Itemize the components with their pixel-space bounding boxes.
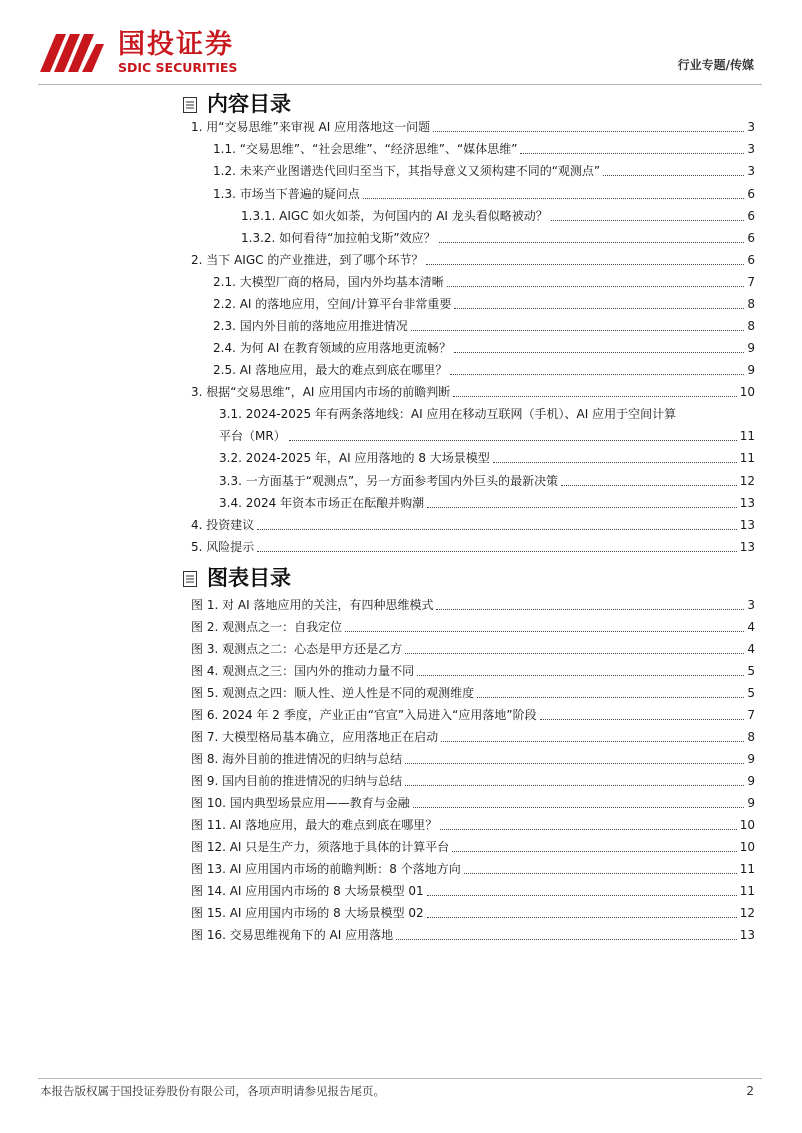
- toc-entry-text: 3.4. 2024 年资本市场正在酝酿并购潮: [219, 496, 425, 510]
- figure-entry-text: 图 4. 观测点之三：国内外的推动力量不同: [191, 664, 415, 678]
- dot-leader: [427, 895, 737, 896]
- dot-leader: [427, 507, 737, 508]
- toc-entry[interactable]: [213, 162, 755, 180]
- figure-entry-page: 4: [747, 620, 755, 634]
- toc-entry[interactable]: [191, 516, 755, 534]
- toc-entry[interactable]: [213, 361, 755, 379]
- dot-leader: [450, 374, 744, 375]
- figure-entry-page: 7: [747, 708, 755, 722]
- toc-entry[interactable]: [219, 405, 755, 445]
- toc-entry-text: 4. 投资建议: [191, 518, 255, 532]
- toc-entry-text: 2.5. AI 落地应用，最大的难点到底在哪里？: [213, 363, 448, 377]
- toc-entry-page: 13: [739, 540, 755, 554]
- dot-leader: [454, 308, 744, 309]
- toc-entry-page: 9: [747, 363, 755, 377]
- logo-english-name: SDIC SECURITIES: [118, 60, 238, 75]
- figure-entry[interactable]: [191, 618, 755, 636]
- toc-entry[interactable]: [241, 207, 755, 225]
- page-number: 2: [746, 1084, 754, 1098]
- dot-leader: [440, 829, 736, 830]
- toc-entry-text: 2. 当下 AIGC 的产业推进，到了哪个环节？: [191, 253, 424, 267]
- toc-entry[interactable]: [219, 472, 755, 490]
- dot-leader: [477, 697, 744, 698]
- toc-entry-text: 1.3.1. AIGC 如火如荼，为何国内的 AI 龙头看似略被动？: [241, 209, 548, 223]
- toc-entry-text: 2.4. 为何 AI 在教育领域的应用落地更流畅？: [213, 341, 452, 355]
- dot-leader: [426, 264, 744, 265]
- document-icon: [183, 571, 197, 587]
- figure-entry-text: 图 10. 国内典型场景应用——教育与金融: [191, 796, 410, 810]
- toc-entry-text: 3.3. 一方面基于“观测点”，另一方面参考国内外巨头的最新决策: [219, 474, 559, 488]
- toc-entry-page: 9: [747, 341, 755, 355]
- dot-leader: [603, 175, 744, 176]
- figure-entry[interactable]: [191, 750, 755, 768]
- dot-leader: [551, 220, 745, 221]
- toc-entry-text: 5. 风险提示: [191, 540, 255, 554]
- footer-divider: [38, 1078, 762, 1079]
- figure-entry[interactable]: [191, 662, 755, 680]
- logo-chinese-name: 国投证券: [118, 29, 234, 60]
- document-icon: [183, 97, 197, 113]
- toc-entry-page: 8: [747, 297, 755, 311]
- figure-entry-text: 图 12. AI 只是生产力，须落地于具体的计算平台: [191, 840, 450, 854]
- figure-entry-page: 4: [747, 642, 755, 656]
- dot-leader: [540, 719, 745, 720]
- figure-entry-text: 图 16. 交易思维视角下的 AI 应用落地: [191, 928, 394, 942]
- figure-entry[interactable]: [191, 706, 755, 724]
- dot-leader: [433, 131, 744, 132]
- dot-leader: [441, 741, 744, 742]
- page-header: [0, 0, 802, 92]
- figure-entry-page: 3: [747, 598, 755, 612]
- figure-entry-text: 图 7. 大模型格局基本确立，应用落地正在启动: [191, 730, 439, 744]
- dot-leader: [413, 807, 745, 808]
- figure-entry-page: 5: [747, 686, 755, 700]
- figure-entry[interactable]: [191, 926, 755, 944]
- figure-entry[interactable]: [191, 860, 755, 878]
- toc-entry-text: 2.2. AI 的落地应用，空间/计算平台非常重要: [213, 297, 452, 311]
- toc-entry-text: 1. 用“交易思维”来审视 AI 应用落地这一问题: [191, 120, 431, 134]
- toc-entry[interactable]: [213, 339, 755, 357]
- dot-leader: [561, 485, 737, 486]
- toc-entry-text: 3.1. 2024-2025 年有两条落地线：AI 应用在移动互联网（手机）、AI 应用于空间计算: [219, 407, 677, 421]
- header-divider: [38, 84, 762, 85]
- toc-entry[interactable]: [213, 185, 755, 203]
- figure-entry-text: 图 2. 观测点之一：自我定位: [191, 620, 343, 634]
- figure-entry-page: 9: [747, 752, 755, 766]
- toc-entry-page: 13: [739, 496, 755, 510]
- dot-leader: [289, 440, 737, 441]
- dot-leader: [439, 242, 745, 243]
- figure-entry-page: 11: [739, 884, 755, 898]
- toc-entry-text: 1.3.2. 如何看待“加拉帕戈斯”效应？: [241, 231, 436, 245]
- toc-entry-page: 3: [747, 142, 755, 156]
- toc-title: 内容目录: [207, 92, 291, 116]
- figure-entry[interactable]: [191, 816, 755, 834]
- dot-leader: [345, 631, 744, 632]
- figure-entry-text: 图 6. 2024 年 2 季度，产业正由“官宣”入局进入“应用落地”阶段: [191, 708, 537, 722]
- toc-entry[interactable]: [213, 273, 755, 291]
- figure-entry[interactable]: [191, 794, 755, 812]
- dot-leader: [405, 785, 744, 786]
- toc-entry[interactable]: [213, 317, 755, 335]
- dot-leader: [405, 653, 744, 654]
- figure-entry-text: 图 8. 海外目前的推进情况的归纳与总结: [191, 752, 403, 766]
- dot-leader: [396, 939, 737, 940]
- toc-entry-text: 2.1. 大模型厂商的格局，国内外均基本清晰: [213, 275, 444, 289]
- figure-entry-page: 13: [739, 928, 755, 942]
- dot-leader: [405, 763, 744, 764]
- toc-entry[interactable]: [191, 251, 755, 269]
- toc-entry-page: 7: [747, 275, 755, 289]
- figure-entry[interactable]: [191, 684, 755, 702]
- toc-entry-text-continued: 平台（MR）: [219, 429, 286, 443]
- dot-leader: [257, 529, 736, 530]
- toc-entry-page: 11: [739, 429, 755, 443]
- dot-leader: [363, 198, 745, 199]
- figure-entry[interactable]: [191, 882, 755, 900]
- toc-entry-page: 13: [739, 518, 755, 532]
- figure-entry-page: 11: [739, 862, 755, 876]
- figure-entry-page: 8: [747, 730, 755, 744]
- figure-entry[interactable]: [191, 772, 755, 790]
- figure-entry[interactable]: [191, 904, 755, 922]
- figure-entry-page: 10: [739, 818, 755, 832]
- company-logo: [40, 28, 280, 78]
- figure-entry-page: 12: [739, 906, 755, 920]
- toc-entry-page: 3: [747, 120, 755, 134]
- dot-leader: [436, 609, 744, 610]
- figure-entry-text: 图 11. AI 落地应用，最大的难点到底在哪里？: [191, 818, 438, 832]
- figure-entry-page: 9: [747, 774, 755, 788]
- logo-mark-icon: [40, 28, 104, 72]
- figure-entry-page: 10: [739, 840, 755, 854]
- toc-entry-page: 6: [747, 187, 755, 201]
- dot-leader: [453, 396, 736, 397]
- toc-entry-text: 3.2. 2024-2025 年，AI 应用落地的 8 大场景模型: [219, 451, 490, 465]
- toc-entry[interactable]: [191, 383, 755, 401]
- toc-entry-page: 12: [739, 474, 755, 488]
- toc-entry-text: 1.3. 市场当下普遍的疑问点: [213, 187, 360, 201]
- toc-entry-continuation: [219, 427, 755, 445]
- figure-entry-text: 图 13. AI 应用国内市场的前瞻判断：8 个落地方向: [191, 862, 461, 876]
- dot-leader: [427, 917, 737, 918]
- dot-leader: [257, 551, 736, 552]
- toc-entry[interactable]: [219, 494, 755, 512]
- figure-entry[interactable]: [191, 728, 755, 746]
- figure-entry-text: 图 5. 观测点之四：顺人性、逆人性是不同的观测维度: [191, 686, 475, 700]
- figure-entry-text: 图 3. 观测点之二：心态是甲方还是乙方: [191, 642, 403, 656]
- dot-leader: [520, 153, 744, 154]
- figure-entry-page: 5: [747, 664, 755, 678]
- toc-entry-page: 11: [739, 451, 755, 465]
- figure-entry[interactable]: [191, 640, 755, 658]
- toc-entry[interactable]: [213, 140, 755, 158]
- copyright-notice: 本报告版权属于国投证券股份有限公司，各项声明请参见报告尾页。: [40, 1084, 385, 1098]
- toc-entry-text: 3. 根据“交易思维”，AI 应用国内市场的前瞻判断: [191, 385, 451, 399]
- dot-leader: [411, 330, 745, 331]
- dot-leader: [454, 352, 744, 353]
- toc-entry[interactable]: [219, 449, 755, 467]
- figure-entry-text: 图 15. AI 应用国内市场的 8 大场景模型 02: [191, 906, 424, 920]
- toc-entry[interactable]: [213, 295, 755, 313]
- toc-entry-page: 6: [747, 209, 755, 223]
- toc-entry[interactable]: [191, 118, 755, 136]
- toc-entry[interactable]: [191, 538, 755, 556]
- dot-leader: [447, 286, 745, 287]
- toc-entry-page: 6: [747, 231, 755, 245]
- toc-entry-text: 1.1. “交易思维”、“社会思维”、“经济思维”、“媒体思维”: [213, 142, 518, 156]
- dot-leader: [493, 462, 737, 463]
- dot-leader: [452, 851, 736, 852]
- report-category: 行业专题/传媒: [677, 58, 754, 72]
- figure-entry-text: 图 14. AI 应用国内市场的 8 大场景模型 01: [191, 884, 424, 898]
- toc-entry-page: 6: [747, 253, 755, 267]
- toc-entry-page: 10: [739, 385, 755, 399]
- toc-entry-page: 8: [747, 319, 755, 333]
- figures-title: 图表目录: [207, 566, 291, 590]
- figure-entry-text: 图 1. 对 AI 落地应用的关注，有四种思维模式: [191, 598, 434, 612]
- toc-entry-text: 2.3. 国内外目前的落地应用推进情况: [213, 319, 408, 333]
- figure-entry[interactable]: [191, 838, 755, 856]
- dot-leader: [417, 675, 744, 676]
- figure-entry[interactable]: [191, 596, 755, 614]
- dot-leader: [464, 873, 737, 874]
- toc-entry-text: 1.2. 未来产业图谱迭代回归至当下，其指导意义又须构建不同的“观测点”: [213, 164, 601, 178]
- figure-entry-text: 图 9. 国内目前的推进情况的归纳与总结: [191, 774, 403, 788]
- toc-entry[interactable]: [241, 229, 755, 247]
- toc-entry-page: 3: [747, 164, 755, 178]
- figure-entry-page: 9: [747, 796, 755, 810]
